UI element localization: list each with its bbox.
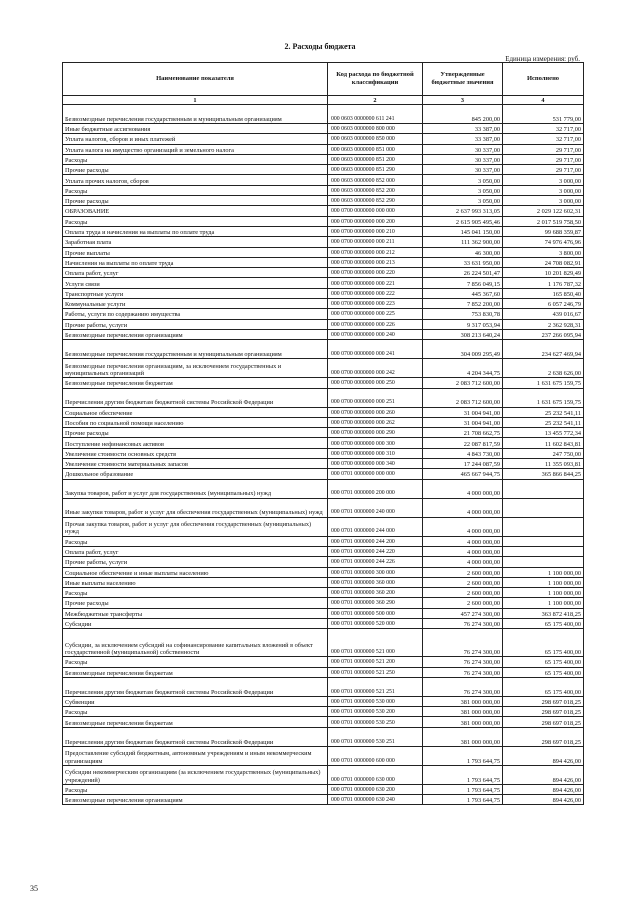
row-approved-cell: 2 083 712 600,00	[423, 378, 503, 388]
row-name-cell: Закупка товаров, работ и услуг для государственных (муниципальных) нужд	[63, 479, 328, 498]
row-code-cell: 000 0700 0000000 000 212	[328, 247, 423, 257]
row-executed-cell: 894 426,00	[503, 795, 584, 805]
row-code-cell: 000 0700 0000000 000 310	[328, 448, 423, 458]
row-executed-cell: 365 866 844,25	[503, 469, 584, 479]
row-approved-cell: 111 362 900,00	[423, 237, 503, 247]
table-row	[63, 288, 584, 298]
table-row	[63, 795, 584, 805]
row-name-cell: Расходы	[63, 216, 328, 226]
row-executed-cell: 24 708 082,91	[503, 257, 584, 267]
row-executed-cell: 298 697 018,25	[503, 707, 584, 717]
row-executed-cell: 439 016,67	[503, 309, 584, 319]
row-code-cell: 000 0701 0000000 240 000	[328, 498, 423, 517]
row-executed-cell	[503, 546, 584, 556]
table-row	[63, 226, 584, 236]
row-name-cell: Прочие расходы	[63, 428, 328, 438]
table-row	[63, 479, 584, 498]
row-approved-cell: 2 600 000,00	[423, 567, 503, 577]
col-number: 4	[503, 96, 584, 105]
row-code-cell: 000 0701 0000000 630 000	[328, 765, 423, 784]
budget-expenses-table	[62, 62, 584, 805]
header-approved: Утвержденные бюджетные значения	[423, 63, 503, 96]
col-number: 3	[423, 96, 503, 105]
row-approved-cell: 33 387,00	[423, 124, 503, 134]
row-name-cell: Увеличение стоимости основных средств	[63, 448, 328, 458]
row-approved-cell: 4 000 000,00	[423, 536, 503, 546]
table-row	[63, 299, 584, 309]
table-row	[63, 105, 584, 124]
row-approved-cell: 2 600 000,00	[423, 598, 503, 608]
row-code-cell: 000 0700 0000000 000 213	[328, 257, 423, 267]
row-approved-cell: 2 083 712 600,00	[423, 388, 503, 407]
row-name-cell: Безвозмездные перечисления бюджетам	[63, 378, 328, 388]
row-name-cell: Услуги связи	[63, 278, 328, 288]
row-name-cell: Уплата налога на имущество организаций и земельного налога	[63, 144, 328, 154]
row-executed-cell: 298 697 018,25	[503, 717, 584, 727]
table-row	[63, 237, 584, 247]
row-code-cell: 000 0701 0000000 521 250	[328, 667, 423, 677]
row-code-cell: 000 0701 0000000 521 200	[328, 657, 423, 667]
row-executed-cell: 894 426,00	[503, 784, 584, 794]
row-approved-cell: 445 367,60	[423, 288, 503, 298]
row-approved-cell: 308 213 640,24	[423, 329, 503, 339]
row-code-cell: 000 0700 0000000 000 300	[328, 438, 423, 448]
row-code-cell: 000 0701 0000000 530 250	[328, 717, 423, 727]
row-name-cell: Межбюджетные трансферты	[63, 608, 328, 618]
row-approved-cell: 26 224 501,47	[423, 268, 503, 278]
table-row	[63, 677, 584, 696]
row-executed-cell: 32 717,00	[503, 124, 584, 134]
table-row	[63, 667, 584, 677]
row-approved-cell: 4 000 000,00	[423, 557, 503, 567]
row-name-cell: Расходы	[63, 185, 328, 195]
table-row	[63, 765, 584, 784]
row-executed-cell: 3 000,00	[503, 185, 584, 195]
row-executed-cell	[503, 517, 584, 536]
row-code-cell: 000 0700 0000000 000 241	[328, 340, 423, 359]
row-name-cell: Начисления на выплаты по оплате труда	[63, 257, 328, 267]
row-executed-cell: 165 850,40	[503, 288, 584, 298]
table-row	[63, 784, 584, 794]
row-name-cell: Расходы	[63, 784, 328, 794]
row-name-cell: Безвозмездные перечисления организациям	[63, 329, 328, 339]
row-approved-cell: 4 204 344,75	[423, 359, 503, 378]
table-row	[63, 448, 584, 458]
table-row	[63, 546, 584, 556]
row-name-cell: Субсидии	[63, 618, 328, 628]
table-row	[63, 175, 584, 185]
row-approved-cell: 2 600 000,00	[423, 588, 503, 598]
budget-table-wrap	[62, 62, 583, 805]
row-approved-cell: 3 050,00	[423, 185, 503, 195]
row-executed-cell: 1 100 000,00	[503, 588, 584, 598]
row-code-cell: 000 0603 0000000 850 000	[328, 134, 423, 144]
table-row	[63, 329, 584, 339]
row-executed-cell: 237 266 095,94	[503, 329, 584, 339]
row-code-cell: 000 0700 0000000 000 251	[328, 388, 423, 407]
row-approved-cell: 381 000 000,00	[423, 727, 503, 746]
row-name-cell: Расходы	[63, 707, 328, 717]
row-code-cell: 000 0700 0000000 000 211	[328, 237, 423, 247]
row-name-cell: Пособия по социальной помощи населению	[63, 417, 328, 427]
row-approved-cell: 465 667 944,75	[423, 469, 503, 479]
header-indicator-name: Наименование показателя	[63, 63, 328, 96]
row-executed-cell: 2 029 122 602,31	[503, 206, 584, 216]
row-approved-cell: 9 317 053,94	[423, 319, 503, 329]
table-row	[63, 459, 584, 469]
table-row	[63, 696, 584, 706]
row-name-cell: Прочая закупка товаров, работ и услуг для обеспечения государственных (муниципальных) нужд	[63, 517, 328, 536]
row-executed-cell: 2 638 626,00	[503, 359, 584, 378]
table-row	[63, 134, 584, 144]
row-executed-cell: 29 717,00	[503, 154, 584, 164]
table-row	[63, 717, 584, 727]
row-code-cell: 000 0701 0000000 300 000	[328, 567, 423, 577]
col-number: 1	[63, 96, 328, 105]
unit-label: Единица измерения: руб.	[505, 55, 580, 63]
row-executed-cell: 65 175 400,00	[503, 657, 584, 667]
row-executed-cell	[503, 557, 584, 567]
row-approved-cell: 3 050,00	[423, 175, 503, 185]
row-code-cell: 000 0700 0000000 000 260	[328, 407, 423, 417]
row-code-cell: 000 0700 0000000 000 290	[328, 428, 423, 438]
row-executed-cell: 29 717,00	[503, 165, 584, 175]
row-approved-cell: 381 000 000,00	[423, 717, 503, 727]
row-executed-cell: 32 717,00	[503, 134, 584, 144]
row-executed-cell: 1 631 675 159,75	[503, 378, 584, 388]
table-row	[63, 216, 584, 226]
row-approved-cell: 33 387,00	[423, 134, 503, 144]
row-name-cell: Социальное обеспечение и иные выплаты населению	[63, 567, 328, 577]
row-approved-cell: 1 793 644,75	[423, 784, 503, 794]
row-name-cell: Заработная плата	[63, 237, 328, 247]
row-name-cell: Перечисления другим бюджетам бюджетной системы Российской Федерации	[63, 727, 328, 746]
row-executed-cell: 363 872 418,25	[503, 608, 584, 618]
row-name-cell: Иные закупки товаров, работ и услуг для обеспечения государственных (муниципальных) нужд	[63, 498, 328, 517]
row-name-cell: Расходы	[63, 154, 328, 164]
row-approved-cell: 3 050,00	[423, 196, 503, 206]
table-row	[63, 577, 584, 587]
row-approved-cell: 145 041 150,00	[423, 226, 503, 236]
row-approved-cell: 31 004 941,00	[423, 407, 503, 417]
row-executed-cell: 10 201 829,49	[503, 268, 584, 278]
row-executed-cell	[503, 479, 584, 498]
row-code-cell: 000 0603 0000000 852 200	[328, 185, 423, 195]
row-code-cell: 000 0700 0000000 000 262	[328, 417, 423, 427]
row-code-cell: 000 0701 0000000 244 226	[328, 557, 423, 567]
row-approved-cell: 22 087 817,59	[423, 438, 503, 448]
row-approved-cell: 33 631 950,00	[423, 257, 503, 267]
row-executed-cell: 6 057 246,79	[503, 299, 584, 309]
row-executed-cell: 25 232 541,11	[503, 417, 584, 427]
row-code-cell: 000 0603 0000000 800 000	[328, 124, 423, 134]
row-approved-cell: 4 000 000,00	[423, 546, 503, 556]
table-row	[63, 196, 584, 206]
row-name-cell: Оплата работ, услуг	[63, 268, 328, 278]
row-name-cell: Транспортные услуги	[63, 288, 328, 298]
page-title: 2. Расходы бюджета	[284, 42, 356, 51]
table-row	[63, 498, 584, 517]
table-row	[63, 278, 584, 288]
row-approved-cell: 30 337,00	[423, 144, 503, 154]
row-code-cell: 000 0701 0000000 244 000	[328, 517, 423, 536]
row-name-cell: Прочие расходы	[63, 598, 328, 608]
row-code-cell: 000 0700 0000000 000 200	[328, 216, 423, 226]
row-executed-cell: 65 175 400,00	[503, 677, 584, 696]
row-name-cell: Безвозмездные перечисления государственным и муниципальным организациям	[63, 105, 328, 124]
row-name-cell: Оплата труда и начисления на выплаты по оплате труда	[63, 226, 328, 236]
row-approved-cell: 7 856 049,15	[423, 278, 503, 288]
row-code-cell: 000 0700 0000000 000 240	[328, 329, 423, 339]
row-approved-cell: 753 830,78	[423, 309, 503, 319]
row-executed-cell: 1 631 675 159,75	[503, 388, 584, 407]
row-name-cell: Субсидии некоммерческим организациям (за исключением государственных (муниципальных) учреждений)	[63, 765, 328, 784]
row-code-cell: 000 0701 0000000 521 251	[328, 677, 423, 696]
row-name-cell: Уплата налогов, сборов и иных платежей	[63, 134, 328, 144]
page-number: 35	[30, 884, 38, 893]
row-executed-cell: 298 697 018,25	[503, 696, 584, 706]
row-name-cell: Иные бюджетные ассигнования	[63, 124, 328, 134]
table-row	[63, 165, 584, 175]
table-row	[63, 206, 584, 216]
table-row	[63, 727, 584, 746]
row-name-cell: ОБРАЗОВАНИЕ	[63, 206, 328, 216]
row-name-cell: Прочие работы, услуги	[63, 557, 328, 567]
row-executed-cell: 99 688 359,87	[503, 226, 584, 236]
row-executed-cell	[503, 498, 584, 517]
row-name-cell: Безвозмездные перечисления бюджетам	[63, 717, 328, 727]
table-row	[63, 608, 584, 618]
row-name-cell: Субсидии, за исключением субсидий на софинансирование капитальных вложений в объект государственной (муниципальной) собственности	[63, 629, 328, 657]
row-name-cell: Прочие расходы	[63, 165, 328, 175]
row-code-cell: 000 0701 0000000 360 000	[328, 577, 423, 587]
table-row	[63, 536, 584, 546]
table-row	[63, 309, 584, 319]
row-approved-cell: 1 793 644,75	[423, 795, 503, 805]
row-name-cell: Безвозмездные перечисления государственным и муниципальным организациям	[63, 340, 328, 359]
table-row	[63, 154, 584, 164]
row-code-cell: 000 0700 0000000 000 220	[328, 268, 423, 278]
row-name-cell: Коммунальные услуги	[63, 299, 328, 309]
table-row	[63, 707, 584, 717]
header-expense-code: Код расхода по бюджетной классификации	[328, 63, 423, 96]
row-code-cell: 000 0700 0000000 000 226	[328, 319, 423, 329]
row-code-cell: 000 0603 0000000 851 000	[328, 144, 423, 154]
row-code-cell: 000 0701 0000000 521 000	[328, 629, 423, 657]
row-name-cell: Перечисления другим бюджетам бюджетной системы Российской Федерации	[63, 677, 328, 696]
row-code-cell: 000 0700 0000000 000 000	[328, 206, 423, 216]
row-approved-cell: 76 274 300,00	[423, 677, 503, 696]
row-approved-cell: 1 793 644,75	[423, 765, 503, 784]
row-approved-cell: 76 274 300,00	[423, 657, 503, 667]
row-code-cell: 000 0701 0000000 530 000	[328, 696, 423, 706]
row-code-cell: 000 0700 0000000 000 250	[328, 378, 423, 388]
row-code-cell: 000 0701 0000000 530 200	[328, 707, 423, 717]
row-name-cell: Безвозмездные перечисления организациям, за исключением государственных и муниципальных организаций	[63, 359, 328, 378]
table-row	[63, 557, 584, 567]
col-number: 2	[328, 96, 423, 105]
table-row	[63, 438, 584, 448]
row-executed-cell: 3 000,00	[503, 175, 584, 185]
row-executed-cell: 3 000,00	[503, 196, 584, 206]
table-row	[63, 268, 584, 278]
row-approved-cell: 845 200,00	[423, 105, 503, 124]
row-executed-cell: 74 976 476,96	[503, 237, 584, 247]
row-name-cell: Предоставление субсидий бюджетным, автономным учреждениям и иным некоммерческим организациям	[63, 746, 328, 765]
table-row	[63, 407, 584, 417]
row-code-cell: 000 0701 0000000 600 000	[328, 746, 423, 765]
row-code-cell: 000 0701 0000000 200 000	[328, 479, 423, 498]
row-code-cell: 000 0701 0000000 630 200	[328, 784, 423, 794]
row-code-cell: 000 0700 0000000 000 221	[328, 278, 423, 288]
row-executed-cell: 65 175 400,00	[503, 629, 584, 657]
row-name-cell: Прочие выплаты	[63, 247, 328, 257]
table-row	[63, 378, 584, 388]
row-code-cell: 000 0701 0000000 360 290	[328, 598, 423, 608]
row-approved-cell: 381 000 000,00	[423, 696, 503, 706]
row-approved-cell: 76 274 300,00	[423, 618, 503, 628]
table-row	[63, 247, 584, 257]
row-approved-cell: 2 600 000,00	[423, 577, 503, 587]
row-code-cell: 000 0701 0000000 630 240	[328, 795, 423, 805]
row-executed-cell: 25 232 541,11	[503, 407, 584, 417]
row-code-cell: 000 0700 0000000 000 242	[328, 359, 423, 378]
row-approved-cell: 4 000 000,00	[423, 498, 503, 517]
row-code-cell: 000 0603 0000000 852 000	[328, 175, 423, 185]
row-name-cell: Уплата прочих налогов, сборов	[63, 175, 328, 185]
row-name-cell: Поступление нефинансовых активов	[63, 438, 328, 448]
row-name-cell: Оплата работ, услуг	[63, 546, 328, 556]
row-name-cell: Социальное обеспечение	[63, 407, 328, 417]
row-executed-cell: 2 017 519 758,50	[503, 216, 584, 226]
table-row	[63, 417, 584, 427]
row-code-cell: 000 0603 0000000 851 290	[328, 165, 423, 175]
row-approved-cell: 2 637 993 313,05	[423, 206, 503, 216]
row-approved-cell: 4 843 730,00	[423, 448, 503, 458]
row-executed-cell: 65 175 400,00	[503, 667, 584, 677]
row-code-cell: 000 0700 0000000 000 210	[328, 226, 423, 236]
row-executed-cell: 531 779,00	[503, 105, 584, 124]
row-executed-cell: 1 176 787,32	[503, 278, 584, 288]
table-row	[63, 144, 584, 154]
table-row	[63, 618, 584, 628]
header-executed: Исполнено	[503, 63, 584, 96]
table-row	[63, 469, 584, 479]
row-name-cell: Прочие расходы	[63, 196, 328, 206]
row-executed-cell: 1 100 000,00	[503, 567, 584, 577]
row-code-cell: 000 0700 0000000 000 340	[328, 459, 423, 469]
row-code-cell: 000 0701 0000000 360 200	[328, 588, 423, 598]
row-code-cell: 000 0701 0000000 244 220	[328, 546, 423, 556]
row-executed-cell: 2 362 928,31	[503, 319, 584, 329]
row-name-cell: Расходы	[63, 657, 328, 667]
row-executed-cell: 1 100 000,00	[503, 577, 584, 587]
row-name-cell: Прочие работы, услуги	[63, 319, 328, 329]
row-approved-cell: 457 274 300,00	[423, 608, 503, 618]
row-executed-cell: 11 355 093,81	[503, 459, 584, 469]
row-code-cell: 000 0603 0000000 852 290	[328, 196, 423, 206]
row-code-cell: 000 0603 0000000 611 241	[328, 105, 423, 124]
row-executed-cell: 29 717,00	[503, 144, 584, 154]
row-approved-cell: 46 300,00	[423, 247, 503, 257]
table-row	[63, 319, 584, 329]
table-body	[63, 105, 584, 805]
row-approved-cell: 76 274 300,00	[423, 629, 503, 657]
row-name-cell: Расходы	[63, 536, 328, 546]
table-row	[63, 124, 584, 134]
table-row	[63, 340, 584, 359]
table-row	[63, 588, 584, 598]
row-executed-cell: 298 697 018,25	[503, 727, 584, 746]
table-row	[63, 359, 584, 378]
row-approved-cell: 30 337,00	[423, 165, 503, 175]
row-approved-cell: 76 274 300,00	[423, 667, 503, 677]
table-row	[63, 257, 584, 267]
row-name-cell: Работы, услуги по содержанию имущества	[63, 309, 328, 319]
row-approved-cell: 2 615 905 495,46	[423, 216, 503, 226]
row-approved-cell: 21 708 662,75	[423, 428, 503, 438]
row-code-cell: 000 0701 0000000 500 000	[328, 608, 423, 618]
row-executed-cell: 3 800,00	[503, 247, 584, 257]
row-approved-cell: 30 337,00	[423, 154, 503, 164]
row-executed-cell: 247 750,00	[503, 448, 584, 458]
row-code-cell: 000 0700 0000000 000 223	[328, 299, 423, 309]
row-executed-cell: 234 627 469,94	[503, 340, 584, 359]
row-executed-cell: 1 100 000,00	[503, 598, 584, 608]
row-executed-cell: 65 175 400,00	[503, 618, 584, 628]
row-name-cell: Иные выплаты населению	[63, 577, 328, 587]
row-name-cell: Безвозмездные перечисления организациям	[63, 795, 328, 805]
row-code-cell: 000 0700 0000000 000 222	[328, 288, 423, 298]
row-name-cell: Субвенции	[63, 696, 328, 706]
table-row	[63, 657, 584, 667]
table-row	[63, 567, 584, 577]
row-name-cell: Безвозмездные перечисления бюджетам	[63, 667, 328, 677]
row-code-cell: 000 0701 0000000 520 000	[328, 618, 423, 628]
row-approved-cell: 31 004 941,00	[423, 417, 503, 427]
table-row	[63, 598, 584, 608]
row-approved-cell: 381 000 000,00	[423, 707, 503, 717]
row-approved-cell: 4 000 000,00	[423, 517, 503, 536]
row-name-cell: Перечисления другим бюджетам бюджетной системы Российской Федерации	[63, 388, 328, 407]
row-approved-cell: 4 000 000,00	[423, 479, 503, 498]
row-code-cell: 000 0701 0000000 000 000	[328, 469, 423, 479]
row-name-cell: Увеличение стоимости материальных запасов	[63, 459, 328, 469]
row-executed-cell: 13 455 772,34	[503, 428, 584, 438]
row-approved-cell: 1 793 644,75	[423, 746, 503, 765]
row-executed-cell: 894 426,00	[503, 765, 584, 784]
row-approved-cell: 7 852 200,00	[423, 299, 503, 309]
row-name-cell: Дошкольное образование	[63, 469, 328, 479]
row-code-cell: 000 0701 0000000 530 251	[328, 727, 423, 746]
row-approved-cell: 304 009 295,49	[423, 340, 503, 359]
table-row	[63, 428, 584, 438]
table-row	[63, 517, 584, 536]
table-row	[63, 388, 584, 407]
row-executed-cell	[503, 536, 584, 546]
table-row	[63, 746, 584, 765]
row-approved-cell: 17 244 087,59	[423, 459, 503, 469]
row-executed-cell: 894 426,00	[503, 746, 584, 765]
row-code-cell: 000 0701 0000000 244 200	[328, 536, 423, 546]
row-code-cell: 000 0700 0000000 000 225	[328, 309, 423, 319]
table-row	[63, 629, 584, 657]
row-executed-cell: 11 602 843,81	[503, 438, 584, 448]
table-row	[63, 185, 584, 195]
row-name-cell: Расходы	[63, 588, 328, 598]
row-code-cell: 000 0603 0000000 851 200	[328, 154, 423, 164]
